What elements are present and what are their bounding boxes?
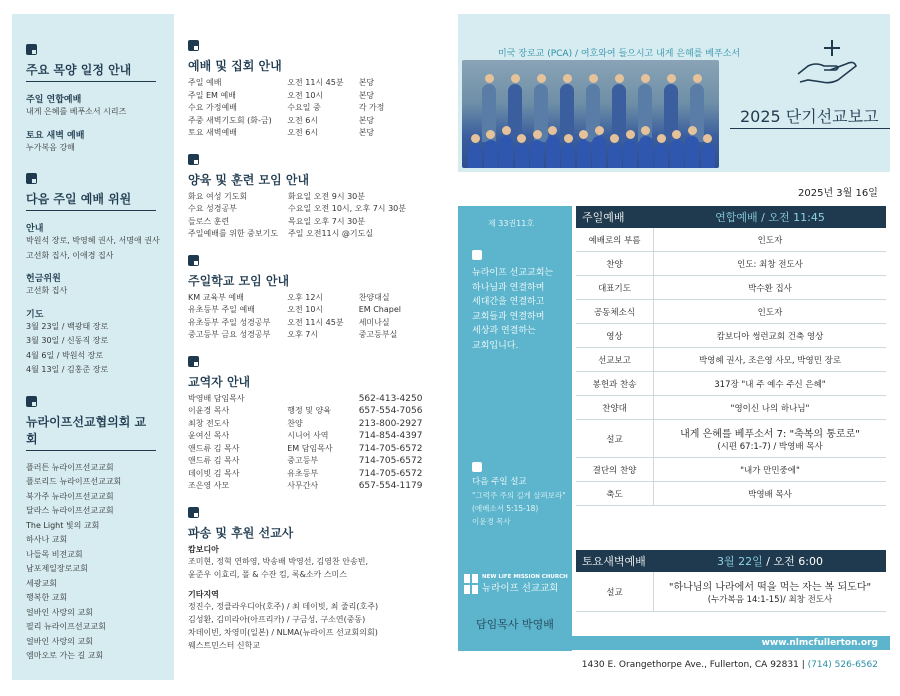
- church-item: 나들목 비전교회: [26, 549, 83, 559]
- table-cell: 주일 EM 예배: [188, 90, 236, 100]
- committee-heading: 기도: [26, 309, 44, 320]
- service-item: 설교: [576, 420, 654, 457]
- table-cell: 본당: [358, 115, 375, 125]
- service-detail: [654, 420, 886, 457]
- photo-person: [685, 136, 699, 168]
- photo-person-head: [486, 130, 495, 139]
- service-detail-line: (누가복음 14:1-15)/ 최창 전도사: [707, 595, 833, 605]
- church-item: 필리 뉴라이프선교교회: [26, 622, 106, 631]
- table-cell: 주중 새벽기도회 (화-금): [188, 115, 272, 125]
- table-row: [188, 304, 448, 317]
- service-item: 찬양대: [576, 396, 654, 419]
- table-cell: 714-705-6572: [358, 456, 423, 466]
- photo-person-head: [502, 126, 511, 135]
- church-name-ko: 뉴라이프 선교교회: [482, 583, 559, 594]
- committee-heading: 헌금위원: [26, 274, 61, 284]
- prayer-item: 3월 23일 / 백광태 장로: [26, 321, 109, 331]
- saturday-order-list: [576, 572, 886, 612]
- table-cell: 찬양: [287, 418, 303, 428]
- photo-person-head: [537, 74, 546, 83]
- schedule-text: 내게 은혜를 베푸소서 시리즈: [26, 107, 127, 116]
- photo-person-head: [703, 134, 712, 143]
- photo-person-head: [693, 74, 702, 83]
- next-sermon-title: "그럭주 주의 길게 살펴보라": [472, 491, 566, 500]
- mission-line: 하나님과 연결하며: [472, 282, 545, 293]
- photo-person: [468, 144, 482, 168]
- photo-person-head: [626, 130, 635, 139]
- table-cell: 들로스 훈련: [188, 216, 230, 226]
- address-text: 1430 E. Orangethorpe Ave., Fullerton, CA 92831: [581, 660, 799, 670]
- section-square-icon: [188, 255, 199, 266]
- table-cell: 중고등부실: [358, 330, 398, 339]
- service-detail-line: 인도자: [757, 235, 783, 246]
- title-underline: [730, 128, 890, 129]
- church-logo-icon: [464, 574, 478, 594]
- mission-line: 뉴라이프 선교교회는: [472, 268, 554, 278]
- table-row: [188, 317, 448, 330]
- section-title: 주요 목양 일정 안내: [26, 61, 156, 82]
- saturday-date: 3월 22일: [717, 555, 763, 568]
- table-row: [188, 115, 448, 128]
- table-row: [188, 228, 448, 241]
- church-item: 엠마오로 가는 길 교회: [26, 651, 104, 660]
- church-address: 1430 E. Orangethorpe Ave., Fullerton, CA 92831 | (714) 526-6562: [581, 660, 878, 670]
- table-cell: KM 교육부 예배: [188, 292, 244, 302]
- church-item: 플러튼 뉴라이프선교교회: [26, 462, 114, 472]
- training-table: [188, 191, 448, 241]
- mission-line: 교회들과 연결하며: [472, 311, 545, 322]
- staff-table: [188, 393, 448, 493]
- schedule-heading: 주일 연합예배: [26, 95, 82, 105]
- service-detail-line: "내가 만민중에": [740, 465, 800, 476]
- table-cell: 행정 및 양육: [287, 406, 331, 415]
- photo-person-head: [641, 126, 650, 135]
- photo-person-head: [563, 74, 572, 83]
- table-cell: 수요 성경공부: [188, 204, 237, 213]
- table-cell: 최창 전도사: [188, 418, 230, 428]
- mission-line: 세대간을 연결하고: [472, 297, 545, 307]
- service-detail: [654, 572, 886, 611]
- committee-text: 박원석 장로, 박영혜 권사, 서명애 권사: [26, 236, 160, 245]
- photo-person-head: [595, 126, 604, 135]
- service-row: [576, 396, 886, 420]
- photo-person-head: [517, 134, 526, 143]
- table-cell: 657-554-7056: [358, 406, 423, 416]
- table-cell: 주일예배를 위한 중보기도: [188, 229, 279, 238]
- church-name-en: NEW LIFE MISSION CHURCH: [482, 574, 568, 580]
- table-cell: 박영배 담임목사: [188, 393, 245, 403]
- service-item: 설교: [576, 572, 654, 611]
- table-cell: 오전 11시 45분: [287, 317, 344, 327]
- table-cell: 본당: [358, 128, 375, 137]
- table-cell: 213-800-2927: [358, 418, 423, 429]
- section-square-icon: [472, 250, 482, 260]
- service-item: 대표기도: [576, 276, 654, 299]
- service-detail: [654, 348, 886, 371]
- photo-person-head: [548, 126, 557, 135]
- service-detail: [654, 396, 886, 419]
- section-title: 파송 및 후원 선교사: [188, 525, 294, 540]
- table-cell: 714-705-6572: [358, 443, 423, 454]
- sunday-service-table: [576, 206, 886, 506]
- committee-section: [26, 173, 168, 378]
- staff-section: [188, 356, 448, 493]
- sunday-service-label: 주일예배: [582, 211, 625, 224]
- left-panel: [12, 14, 174, 680]
- prayer-item: 3월 30일 / 신동직 장로: [26, 336, 109, 345]
- schedule-heading: 토요 새벽 예배: [26, 130, 85, 141]
- hand-cross-icon: [794, 36, 862, 86]
- phone-number[interactable]: (714) 526-6562: [807, 660, 878, 670]
- tagline: 미국 장로교 (PCA) / 여호와여 들으시고 내게 은혜를 베푸소서: [498, 49, 741, 59]
- service-detail-line: "하나님의 나라에서 떡을 먹는 자는 복 되도다": [668, 582, 872, 593]
- table-cell: 사무간사: [287, 481, 319, 490]
- table-cell: 찬양대실: [358, 292, 390, 302]
- photo-person-head: [579, 130, 588, 139]
- service-row: [576, 300, 886, 324]
- church-item: 세광교회: [26, 578, 57, 588]
- service-item: 선교보고: [576, 348, 654, 371]
- service-detail-line: 인도자: [757, 307, 783, 318]
- section-title: 주일학교 모임 안내: [188, 273, 290, 288]
- section-title: 예배 및 집회 안내: [188, 59, 282, 73]
- church-list: [26, 461, 168, 664]
- photo-person: [561, 144, 575, 168]
- table-cell: 수요 가정예배: [188, 103, 237, 112]
- photo-person: [484, 140, 498, 168]
- saturday-service-header: [576, 550, 886, 572]
- section-square-icon: [188, 154, 199, 165]
- photo-person: [608, 144, 622, 168]
- prayer-item: 4월 6일 / 박원석 장로: [26, 350, 104, 360]
- table-cell: 유초등부 주일 예배: [188, 305, 255, 314]
- table-cell: 화요 여성 기도회: [188, 191, 248, 201]
- table-cell: 오전 6시: [287, 128, 319, 137]
- church-item: 하사나 교회: [26, 535, 68, 544]
- table-cell: 이윤경 목사: [188, 406, 230, 415]
- service-row: [576, 276, 886, 300]
- photo-person: [670, 140, 684, 168]
- table-cell: 유초등부: [287, 468, 319, 478]
- table-row: [188, 90, 448, 103]
- table-row: [188, 203, 448, 216]
- service-item: 찬양: [576, 252, 654, 275]
- missionary-names: 정진수, 정클라우디아(호주) / 최 데이빗, 최 줄리(호주): [188, 601, 379, 611]
- missionary-names: 윤준우 이효리, 폴 & 수잔 킴, 록&소카 스미스: [188, 569, 348, 579]
- sunday-school-section: [188, 255, 448, 342]
- table-cell: 유초등부 주일 성경공부: [188, 317, 271, 327]
- table-cell: 윤여신 목사: [188, 431, 230, 440]
- service-row: [576, 228, 886, 252]
- service-item: 봉헌과 찬송: [576, 372, 654, 395]
- table-cell: 본당: [358, 78, 375, 87]
- issue-number: 제 33권11호: [488, 219, 535, 228]
- table-cell: 657-554-1179: [358, 481, 423, 491]
- sunday-service-time: 연합예배 / 오전 11:45: [715, 211, 825, 224]
- committee-heading: 안내: [26, 224, 44, 234]
- service-detail: [654, 228, 886, 251]
- photo-person: [577, 140, 591, 168]
- training-section: [188, 154, 448, 241]
- church-item: The Light 빛의 교회: [26, 520, 100, 530]
- section-square-icon: [472, 462, 482, 472]
- photo-person-head: [511, 74, 520, 83]
- saturday-service-table: [576, 550, 886, 612]
- service-item: 영상: [576, 324, 654, 347]
- service-item: 예배로의 부름: [576, 228, 654, 251]
- table-cell: 화요일 오전 9시 30분: [288, 191, 365, 201]
- table-cell: 오전 6시: [287, 115, 319, 125]
- service-detail: [654, 372, 886, 395]
- table-cell: 세미나실: [358, 317, 390, 327]
- saturday-service-time: [654, 553, 886, 569]
- table-cell: 714-705-6572: [358, 468, 423, 479]
- table-cell: 주일 오전11시 @기도실: [288, 229, 374, 238]
- table-row: [188, 468, 448, 481]
- table-row: [188, 77, 448, 90]
- service-row: [576, 458, 886, 482]
- missionary-region: 기타지역: [188, 589, 219, 599]
- service-detail: [654, 324, 886, 347]
- photo-person-head: [589, 74, 598, 83]
- service-item: 공동체소식: [576, 300, 654, 323]
- table-row: [188, 102, 448, 115]
- table-row: [188, 393, 448, 406]
- mission-statement: [472, 266, 566, 353]
- photo-person-head: [564, 134, 573, 143]
- service-detail-line: 내게 은혜를 베푸소서 7: "축복의 통로로": [680, 429, 860, 440]
- schedule-text: 누가복음 강해: [26, 142, 75, 152]
- next-sermon-label: 다음 주일 설교: [472, 477, 527, 487]
- table-cell: 본당: [358, 90, 375, 100]
- photo-person: [701, 144, 715, 168]
- service-row: [576, 348, 886, 372]
- missionary-names: 김성환, 김미라아(아프리카) / 구금성, 구소연(중동): [188, 614, 366, 624]
- photo-person: [623, 140, 637, 168]
- table-cell: EM Chapel: [358, 305, 401, 314]
- service-detail-line: (시편 67:1-7) / 박영배 목사: [717, 442, 823, 452]
- photo-person-head: [615, 74, 624, 83]
- section-square-icon: [188, 507, 199, 518]
- table-cell: 데이빗 김 목사: [188, 468, 240, 478]
- table-cell: 중고등부 금요 성경공부: [188, 330, 271, 339]
- table-cell: 수요일 오전 10시, 오후 7시 30분: [288, 204, 406, 213]
- photo-person: [546, 136, 560, 168]
- photo-person-head: [641, 74, 650, 83]
- table-cell: 562-413-4250: [358, 393, 423, 404]
- table-row: [188, 292, 448, 305]
- right-panel: [458, 14, 890, 680]
- photo-person-head: [471, 134, 480, 143]
- section-title: 뉴라이프선교협의회 교회: [26, 413, 156, 451]
- partner-churches-section: [26, 396, 168, 664]
- missionary-names: 차데이빈, 차영미(일본) / NLMA(뉴라이프 선교회의회): [188, 627, 378, 637]
- sunday-order-list: [576, 228, 886, 506]
- saturday-service-label: 토요새벽예배: [582, 555, 646, 568]
- church-item: 플로리드 뉴라이프선교교회: [26, 477, 122, 486]
- service-detail: [654, 276, 886, 299]
- table-cell: 오후 7시: [287, 330, 319, 339]
- section-square-icon: [26, 173, 37, 184]
- website-link[interactable]: www.nlmcfullerton.org: [572, 636, 890, 650]
- table-cell: 시니어 사역: [287, 431, 329, 440]
- missionary-names: 웨스트민스터 신학교: [188, 640, 261, 650]
- mission-line: 세상과 연결하는: [472, 326, 536, 336]
- church-item: 남포제일장로교회: [26, 564, 88, 573]
- table-row: [188, 329, 448, 342]
- sidebar-blue: [458, 206, 572, 651]
- senior-pastor: 담임목사 박영배: [476, 618, 554, 631]
- photo-person-head: [485, 74, 494, 83]
- table-row: [188, 418, 448, 431]
- table-cell: 조은영 사모: [188, 481, 230, 490]
- mission-line: 교회입니다.: [472, 340, 519, 351]
- table-row: [188, 191, 448, 204]
- table-cell: 오전 10시: [287, 90, 324, 100]
- service-row: [576, 372, 886, 396]
- church-item: 얼바인 사랑의 교회: [26, 607, 93, 617]
- committee-text: 고선화 집사, 이애경 집사: [26, 250, 114, 260]
- table-cell: 각 가정: [358, 103, 385, 112]
- table-row: [188, 480, 448, 493]
- church-item: 북가주 뉴라이프선교교회: [26, 491, 114, 501]
- report-title: 2025 단기선교보고: [740, 107, 879, 126]
- church-item: 얼바인 사랑의 교회: [26, 636, 93, 646]
- service-detail-line: 박영혜 권사, 조은영 사모, 박영민 장로: [698, 355, 842, 366]
- missionary-names: 조미현, 정혁 연하영, 박송배 박영선, 김영찬 안송빈,: [188, 556, 368, 566]
- table-cell: 714-854-4397: [358, 431, 423, 441]
- church-item: 달라스 뉴라이프선교교회: [26, 506, 114, 515]
- section-square-icon: [26, 44, 37, 55]
- table-cell: 목요일 오후 7시 30분: [288, 216, 365, 226]
- table-row: [188, 443, 448, 456]
- table-cell: 중고등부: [287, 456, 319, 465]
- service-detail-line: 317장 "내 주 예수 주신 은혜": [714, 379, 826, 390]
- service-row: [576, 420, 886, 458]
- saturday-time: / 오전 6:00: [762, 555, 823, 568]
- sunday-service-header: [576, 206, 886, 228]
- table-cell: 앤드류 김 목사: [188, 456, 240, 465]
- prayer-item: 4월 13일 / 김홍준 장로: [26, 365, 109, 374]
- group-photo: [462, 60, 719, 168]
- table-cell: 오전 10시: [287, 305, 324, 314]
- section-square-icon: [26, 396, 37, 407]
- church-item: 행복한 교회: [26, 593, 68, 602]
- service-row: [576, 324, 886, 348]
- service-detail: [654, 458, 886, 481]
- service-item: 축도: [576, 482, 654, 505]
- section-square-icon: [188, 40, 199, 51]
- table-cell: [287, 393, 358, 406]
- table-row: [188, 430, 448, 443]
- next-sermon-ref: (에베소서 5:15-18): [472, 504, 539, 513]
- photo-person-head: [688, 126, 697, 135]
- service-detail-line: 박수환 집사: [748, 283, 792, 294]
- photo-person: [592, 136, 606, 168]
- middle-panel: [186, 14, 448, 680]
- service-row: [576, 482, 886, 506]
- table-row: [188, 455, 448, 468]
- photo-person-head: [610, 134, 619, 143]
- service-detail-line: 캄보디아 썽런교회 건축 영상: [716, 331, 824, 342]
- service-detail-line: 박영배 목사: [748, 489, 792, 500]
- photo-person: [639, 136, 653, 168]
- section-title: 다음 주일 예배 위원: [26, 190, 156, 211]
- table-cell: 수요일 중: [287, 103, 321, 112]
- table-cell: 오전 11시 45분: [287, 78, 344, 87]
- photo-person-head: [672, 130, 681, 139]
- photo-person-head: [533, 130, 542, 139]
- photo-person-head: [657, 134, 666, 143]
- worship-schedule-section: [26, 44, 168, 155]
- sunday-school-table: [188, 292, 448, 342]
- service-item: 결단의 찬양: [576, 458, 654, 481]
- photo-person-head: [667, 74, 676, 83]
- table-cell: 주일 예배: [188, 78, 222, 87]
- section-title: 양육 및 훈련 모임 안내: [188, 172, 310, 187]
- next-sermon-preacher: 이윤경 목사: [472, 517, 511, 526]
- table-row: [188, 405, 448, 418]
- missionary-region: 캄보디아: [188, 544, 219, 554]
- service-detail-line: 인도: 최창 전도사: [737, 259, 803, 270]
- service-detail: [654, 252, 886, 275]
- table-cell: 앤드류 김 목사: [188, 443, 240, 453]
- table-cell: 오후 12시: [287, 292, 324, 302]
- photo-person: [530, 140, 544, 168]
- photo-person: [499, 136, 513, 168]
- table-cell: EM 담임목사: [287, 443, 333, 453]
- worship-times-section: [188, 40, 448, 140]
- committee-text: 고선화 집사: [26, 286, 68, 295]
- service-row: [576, 252, 886, 276]
- bulletin-date: 2025년 3월 16일: [798, 188, 878, 199]
- table-row: [188, 216, 448, 229]
- next-sermon: [472, 476, 568, 528]
- church-logo: [464, 574, 570, 594]
- worship-times-table: [188, 77, 448, 140]
- service-detail-line: "영이신 나의 하나님": [730, 403, 810, 414]
- service-detail: [654, 300, 886, 323]
- section-title: 교역자 안내: [188, 374, 251, 389]
- service-row: [576, 572, 886, 612]
- table-row: [188, 127, 448, 140]
- section-square-icon: [188, 356, 199, 367]
- table-cell: 토요 새벽예배: [188, 128, 237, 137]
- missionaries-section: [188, 507, 448, 652]
- cover-banner: [458, 14, 890, 172]
- photo-person: [654, 144, 668, 168]
- service-detail: [654, 482, 886, 505]
- photo-person: [515, 144, 529, 168]
